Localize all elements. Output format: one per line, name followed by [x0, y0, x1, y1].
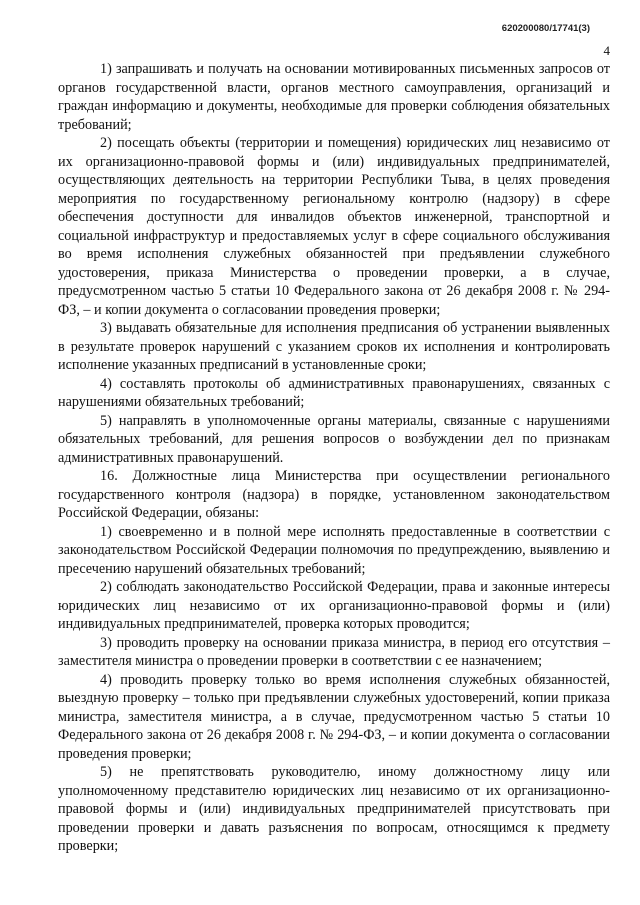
paragraph-15-4: 4) составлять протоколы об административных правонарушениях, связанных с нарушениями обязательных требований; [58, 375, 610, 410]
paragraph-16-intro: 16. Должностные лица Министерства при осуществлении регионального государственного контроля (надзора) в порядке, установленном законодательством Российской Федерации, обязаны: [58, 468, 610, 521]
document-id: 620200080/17741(3) [501, 23, 590, 34]
paragraph-16-4: 4) проводить проверку только во время исполнения служебных обязанностей, выездную проверку – только при предъявлении служебных удостоверений, копии приказа министра, заместителя министра, а в случае, предусмотренном частью 5 статьи 10 Федерального закона от 26 декабря 2008 г. № 294-ФЗ, – и копии документа о согласовании проведения проверки; [58, 671, 610, 762]
paragraph-15-3: 3) выдавать обязательные для исполнения предписания об устранении выявленных в результате проверок нарушений с указанием сроков их исполнения и контролировать исполнение указанных предписаний в установленные сроки; [58, 320, 610, 373]
paragraph-16-5: 5) не препятствовать руководителю, иному должностному лицу или уполномоченному представителю юридических лиц независимо от их организационно-правовой формы и (или) индивидуальных предпринимателей присутствовать при проведении проверки и давать разъяснения по вопросам, относящимся к предмету проверки; [58, 764, 610, 854]
paragraph-16-2: 2) соблюдать законодательство Российской Федерации, права и законные интересы юридических лиц независимо от их организационно-правовой формы и (или) индивидуальных предпринимателей, проверка которых проводится; [58, 579, 610, 632]
paragraph-16-1: 1) своевременно и в полной мере исполнять предоставленные в соответствии с законодательством Российской Федерации полномочия по предупреждению, выявлению и пресечению нарушений обязательных требований; [58, 523, 610, 577]
paragraph-15-5: 5) направлять в уполномоченные органы материалы, связанные с нарушениями обязательных требований, для решения вопросов о возбуждении дел по признакам административных правонарушений. [58, 412, 610, 466]
paragraph-16-3: 3) проводить проверку на основании приказа министра, в период его отсутствия – заместителя министра о проведении проверки в соответствии с ее назначением; [58, 634, 610, 669]
document-body [58, 60, 610, 856]
paragraph-15-2: 2) посещать объекты (территории и помещения) юридических лиц независимо от их организационно-правовой формы и (или) индивидуальных предпринимателей, осуществляющих деятельность на территории Республики Тыва, в целях проведения мероприятия по государственному региональному контролю (надзору) в сфере обеспечения доступности для инвалидов объектов инженерной, транспортной и социальной инфраструктур и предоставляемых услуг в сфере социального обслуживания во время исполнения служебных обязанностей при предъявлении служебного удостоверения, приказа Министерства о проведении проверки, а в случае, предусмотренном частью 5 статьи 10 Федерального закона от 26 декабря 2008 г. № 294-ФЗ, – и копии документа о согласовании проведения проверки; [58, 135, 610, 318]
page-number: 4 [603, 43, 610, 58]
paragraph-15-1: 1) запрашивать и получать на основании мотивированных письменных запросов от органов государственной власти, органов местного самоуправления, организаций и граждан информацию и документы, необходимые для проверки соблюдения обязательных требований; [58, 61, 610, 133]
